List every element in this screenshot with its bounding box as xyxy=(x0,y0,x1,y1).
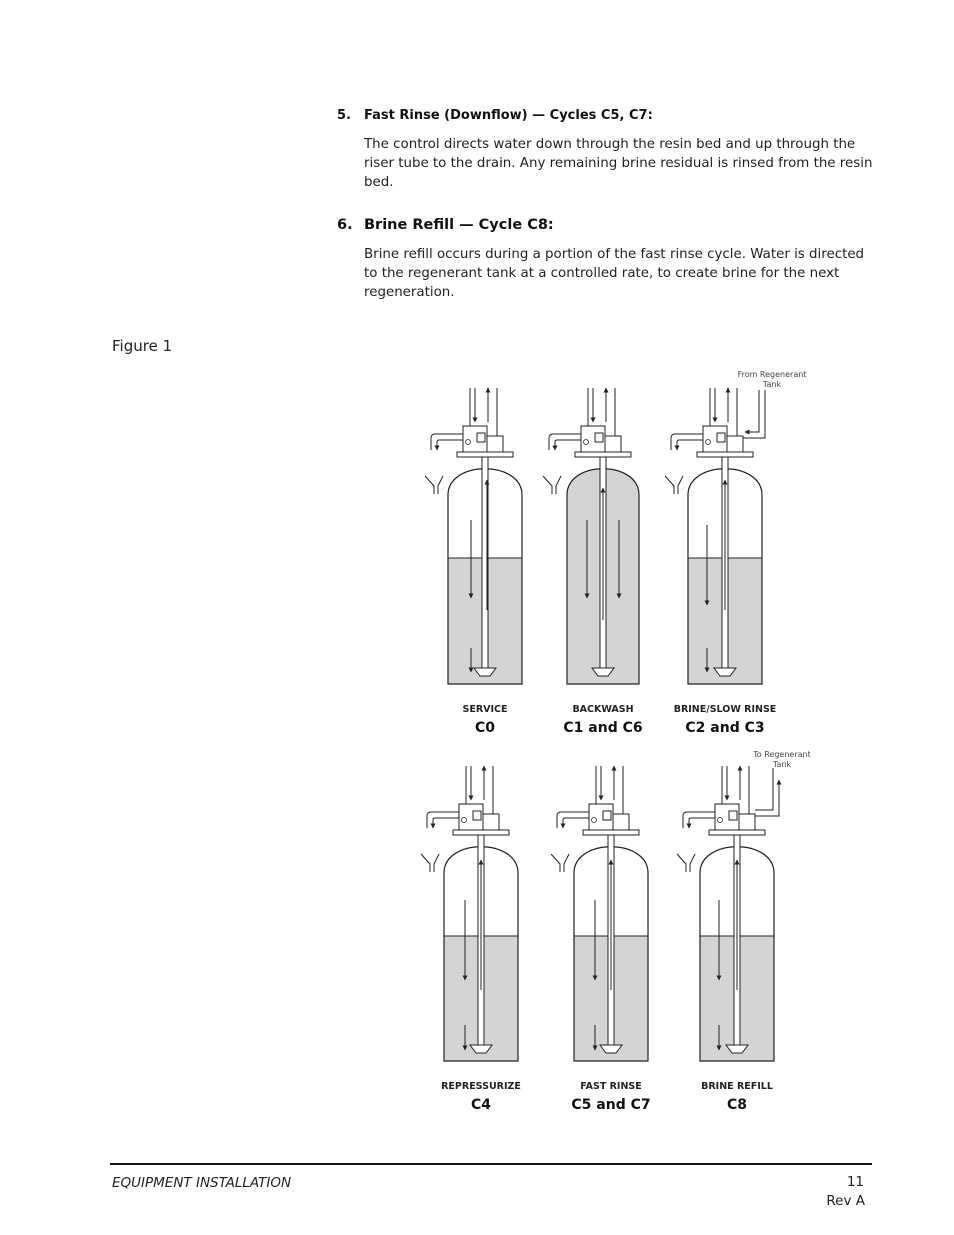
cycle-code: C5 and C7 xyxy=(571,1097,651,1113)
to-regenerant-note-line1: To Regenerant xyxy=(753,750,811,759)
drain-funnel xyxy=(677,854,695,872)
drain-funnel xyxy=(421,854,439,872)
tank-6 xyxy=(677,766,779,1113)
section-number: 5. xyxy=(337,108,351,123)
drain-pipe xyxy=(671,434,703,450)
drain-pipe xyxy=(431,434,463,450)
cycle-code: C1 and C6 xyxy=(563,720,643,736)
to-regenerant-note-line2: Tank xyxy=(772,760,792,769)
tank-2 xyxy=(543,388,643,736)
drain-funnel xyxy=(543,476,561,494)
page-number: 11 xyxy=(846,1174,864,1190)
drain-funnel xyxy=(425,476,443,494)
cycle-code: C4 xyxy=(470,1097,492,1113)
drain-pipe xyxy=(427,812,459,828)
cycle-name: REPRESSURIZE xyxy=(441,1081,521,1092)
from-regenerant-note-line1: From Regenerant xyxy=(737,370,807,379)
tank-4 xyxy=(421,766,521,1113)
section-6-body: Brine refill occurs during a portion of the fast rinse cycle. Water is directed to the regenerant tank at a controlled rate, to create brine for the next regeneration. xyxy=(364,247,865,300)
drain-pipe xyxy=(683,812,715,828)
cycle-name: FAST RINSE xyxy=(580,1081,642,1092)
cycle-code: C0 xyxy=(474,720,496,736)
drain-pipe xyxy=(549,434,581,450)
footer-rule xyxy=(110,1163,872,1165)
drain-funnel xyxy=(665,476,683,494)
footer-section-title: EQUIPMENT INSTALLATION xyxy=(112,1175,292,1191)
regenerant-line xyxy=(743,390,765,438)
tank-3 xyxy=(665,388,776,736)
cycle-code: C2 and C3 xyxy=(685,720,765,736)
valve-flange xyxy=(709,830,765,835)
section-5-body: The control directs water down through the resin bed and up through the riser tube to the drain. Any remaining brine residual is rinsed from the resin bed. xyxy=(364,137,873,190)
tank-5 xyxy=(551,766,651,1113)
cycle-code: C8 xyxy=(726,1097,748,1113)
drain-pipe xyxy=(557,812,589,828)
drain-funnel xyxy=(551,854,569,872)
section-title: Brine Refill — Cycle C8: xyxy=(364,217,554,233)
regenerant-line xyxy=(755,780,779,816)
valve-flange xyxy=(457,452,513,457)
valve-flange xyxy=(453,830,509,835)
figure-label: Figure 1 xyxy=(112,337,173,355)
cycle-name: BRINE/SLOW RINSE xyxy=(673,704,777,715)
tank-1 xyxy=(425,388,522,736)
from-regenerant-note-line2: Tank xyxy=(762,380,782,389)
section-number: 6. xyxy=(337,217,353,233)
valve-flange xyxy=(583,830,639,835)
valve-flange xyxy=(697,452,753,457)
cycle-name: BACKWASH xyxy=(572,704,634,715)
cycle-name: BRINE REFILL xyxy=(701,1081,773,1092)
revision: Rev A xyxy=(826,1193,865,1209)
section-title: Fast Rinse (Downflow) — Cycles C5, C7: xyxy=(364,108,653,123)
cycle-name: SERVICE xyxy=(462,704,508,715)
valve-flange xyxy=(575,452,631,457)
